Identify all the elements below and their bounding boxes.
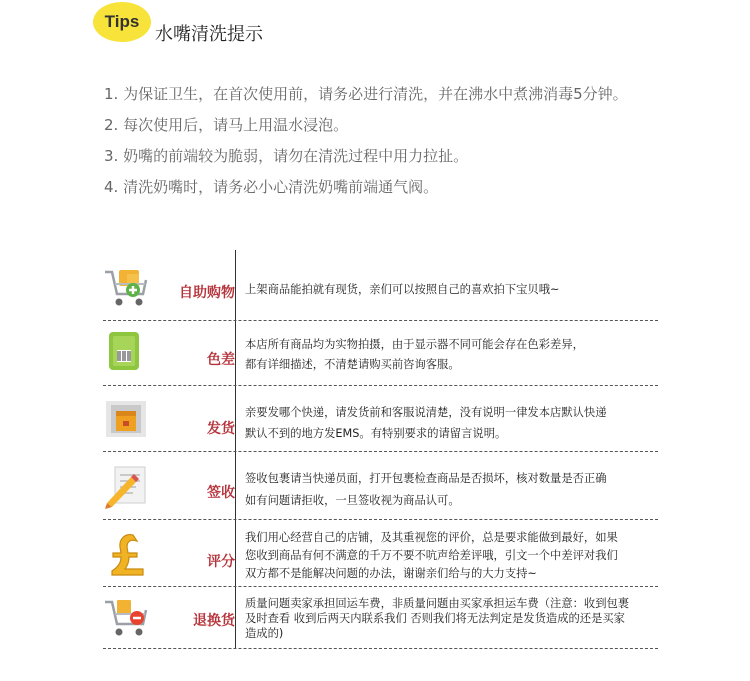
tip-item: 1. 为保证卫生，在首次使用前，请务必进行清洗，并在沸水中煮沸消毒5分钟。 <box>104 85 628 103</box>
policy-row-self-shopping <box>103 262 658 318</box>
row-separator <box>103 519 658 520</box>
delivery-box-icon <box>103 397 153 447</box>
policy-label: 退换货 <box>193 613 235 629</box>
policy-row-rating <box>103 523 658 587</box>
policy-text: 签收包裹请当快递员面，打开包裹检查商品是否损坏，核对数量是否正确 如有问题请拒收，一旦签收视为商品认可。 <box>245 472 607 507</box>
policy-text: 我们用心经营自己的店铺，及其重视您的评价，总是要求能做到最好，如果 您收到商品有何不满意的千万不要不吭声给差评哦，引文一个中差评对我们 双方都不是能解决问题的办法，谢谢亲们给与的大力支持~ <box>245 531 618 580</box>
row-separator <box>103 385 658 386</box>
color-card-icon <box>103 328 153 378</box>
policy-label: 自助购物 <box>179 285 235 301</box>
tip-item: 4. 清洗奶嘴时，请务必小心清洗奶嘴前端通气阀。 <box>104 178 439 196</box>
pound-coin-icon <box>103 529 153 579</box>
row-separator <box>103 320 658 321</box>
return-cart-icon <box>103 594 153 644</box>
policy-row-shipping <box>103 389 658 449</box>
policy-label: 色差 <box>207 352 235 368</box>
shopping-cart-icon <box>103 264 153 314</box>
policy-label: 发货 <box>207 421 235 437</box>
policy-text: 亲要发哪个快递，请发货前和客服说清楚，没有说明一律发本店默认快递 默认不到的地方发EMS。有特别要求的请留言说明。 <box>245 406 607 440</box>
policy-label: 评分 <box>207 554 235 570</box>
policy-text: 质量问题卖家承担回运车费，非质量问题由买家承担运车费（注意：收到包裹 及时查看 收到后两天内联系我们 否则我们将无法判定是发货造成的还是买家 造成的) <box>245 597 630 640</box>
policy-label: 签收 <box>207 485 235 501</box>
policy-text: 上架商品能拍就有现货，亲们可以按照自己的喜欢拍下宝贝哦~ <box>245 283 560 296</box>
policy-row-returns <box>103 590 658 646</box>
row-separator <box>103 586 658 587</box>
policy-row-color-difference <box>103 324 658 384</box>
policy-text: 本店所有商品均为实物拍摄，由于显示器不同可能会存在色彩差异， 都有详细描述，不清楚请购买前咨询客服。 <box>245 338 584 371</box>
sign-document-icon <box>103 461 153 511</box>
row-separator <box>103 648 658 649</box>
row-separator <box>103 451 658 452</box>
tip-item: 2. 每次使用后，请马上用温水浸泡。 <box>104 116 349 134</box>
tips-badge: Tips <box>93 2 151 42</box>
policy-row-receipt <box>103 455 658 517</box>
page-title: 水嘴清洗提示 <box>155 24 263 45</box>
tips-list <box>104 83 628 207</box>
tip-item: 3. 奶嘴的前端较为脆弱，请勿在清洗过程中用力拉扯。 <box>104 147 469 165</box>
